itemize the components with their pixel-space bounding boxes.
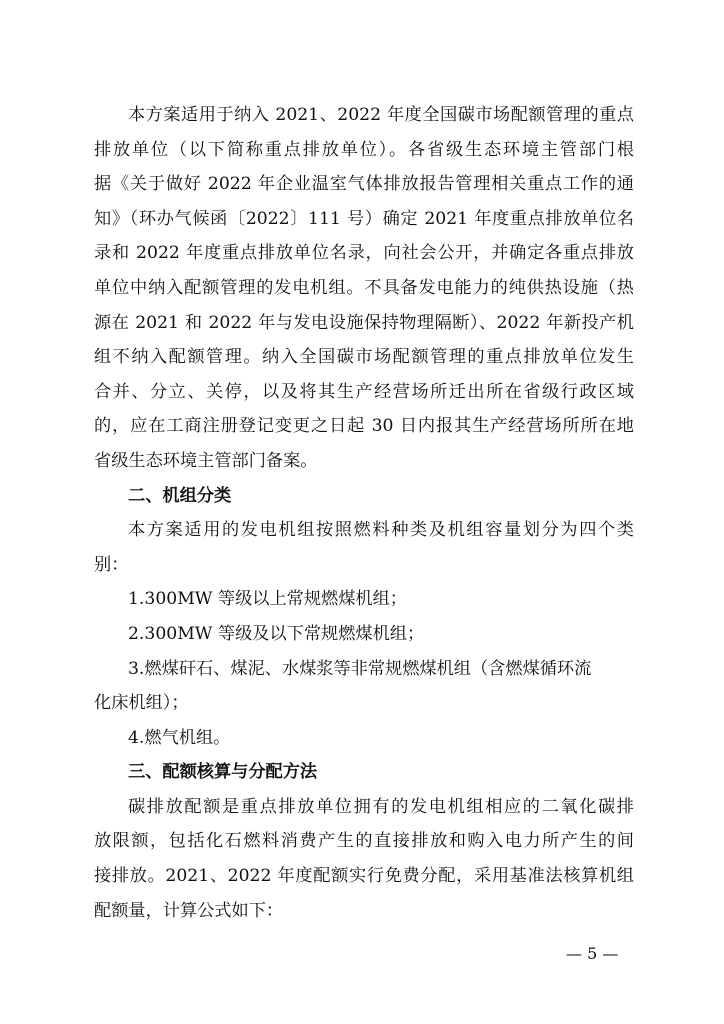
paragraph-scope xyxy=(94,98,634,479)
paragraph-classification-intro xyxy=(94,513,634,582)
text-line: 别： xyxy=(94,554,129,575)
text-line: 4.燃气机组。 xyxy=(128,727,231,748)
text-line: 本方案适用于纳入 2021、2022 年度全国碳市场配额管理的重点 xyxy=(128,105,634,125)
text-line: 2.300MW 等级及以下常规燃煤机组； xyxy=(128,623,425,644)
list-item xyxy=(94,721,634,756)
text-line: 源在 2021 和 2022 年与发电设施保持物理隔断）、2022 年新投产机 xyxy=(94,312,634,333)
text-line: 配额量，计算公式如下： xyxy=(94,900,284,921)
section-heading-unit-classification: 二、机组分类 xyxy=(128,485,232,506)
text-line: 碳排放配额是重点排放单位拥有的发电机组相应的二氧化碳排 xyxy=(128,796,634,817)
text-line: 单位中纳入配额管理的发电机组。不具备发电能力的纯供热设施（热 xyxy=(94,277,634,298)
list-item xyxy=(94,582,634,617)
text-line: 知》（环办气候函〔2022〕111 号）确定 2021 年度重点排放单位名 xyxy=(94,208,634,229)
text-line: 1.300MW 等级以上常规燃煤机组； xyxy=(128,589,407,610)
document-body xyxy=(94,98,634,928)
paragraph-allocation xyxy=(94,790,634,928)
text-line: 本方案适用的发电机组按照燃料种类及机组容量划分为四个类 xyxy=(128,520,634,541)
text-line: 录和 2022 年度重点排放单位名录，向社会公开，并确定各重点排放 xyxy=(94,243,634,264)
text-line: 放限额，包括化石燃料消费产生的直接排放和购入电力所产生的间 xyxy=(94,831,634,852)
text-line: 化床机组）； xyxy=(94,693,189,714)
text-line: 省级生态环境主管部门备案。 xyxy=(94,450,318,471)
text-line: 合并、分立、关停，以及将其生产经营场所迁出所在省级行政区域 xyxy=(94,381,634,402)
text-line: 的，应在工商注册登记变更之日起 30 日内报其生产经营场所所在地 xyxy=(94,416,634,437)
page-number: — 5 — xyxy=(566,944,619,963)
list-item xyxy=(94,652,634,721)
text-line: 据《关于做好 2022 年企业温室气体排放报告管理相关重点工作的通 xyxy=(94,174,634,195)
text-line: 组不纳入配额管理。纳入全国碳市场配额管理的重点排放单位发生 xyxy=(94,347,634,368)
text-line: 3.燃煤矸石、煤泥、水煤浆等非常规燃煤机组（含燃煤循环流 xyxy=(128,658,592,679)
text-line: 排放单位（以下简称重点排放单位）。各省级生态环境主管部门根 xyxy=(94,139,634,160)
section-heading-allocation-method: 三、配额核算与分配方法 xyxy=(128,762,318,783)
list-item xyxy=(94,617,634,652)
text-line: 接排放。2021、2022 年度配额实行免费分配，采用基准法核算机组 xyxy=(94,866,634,887)
